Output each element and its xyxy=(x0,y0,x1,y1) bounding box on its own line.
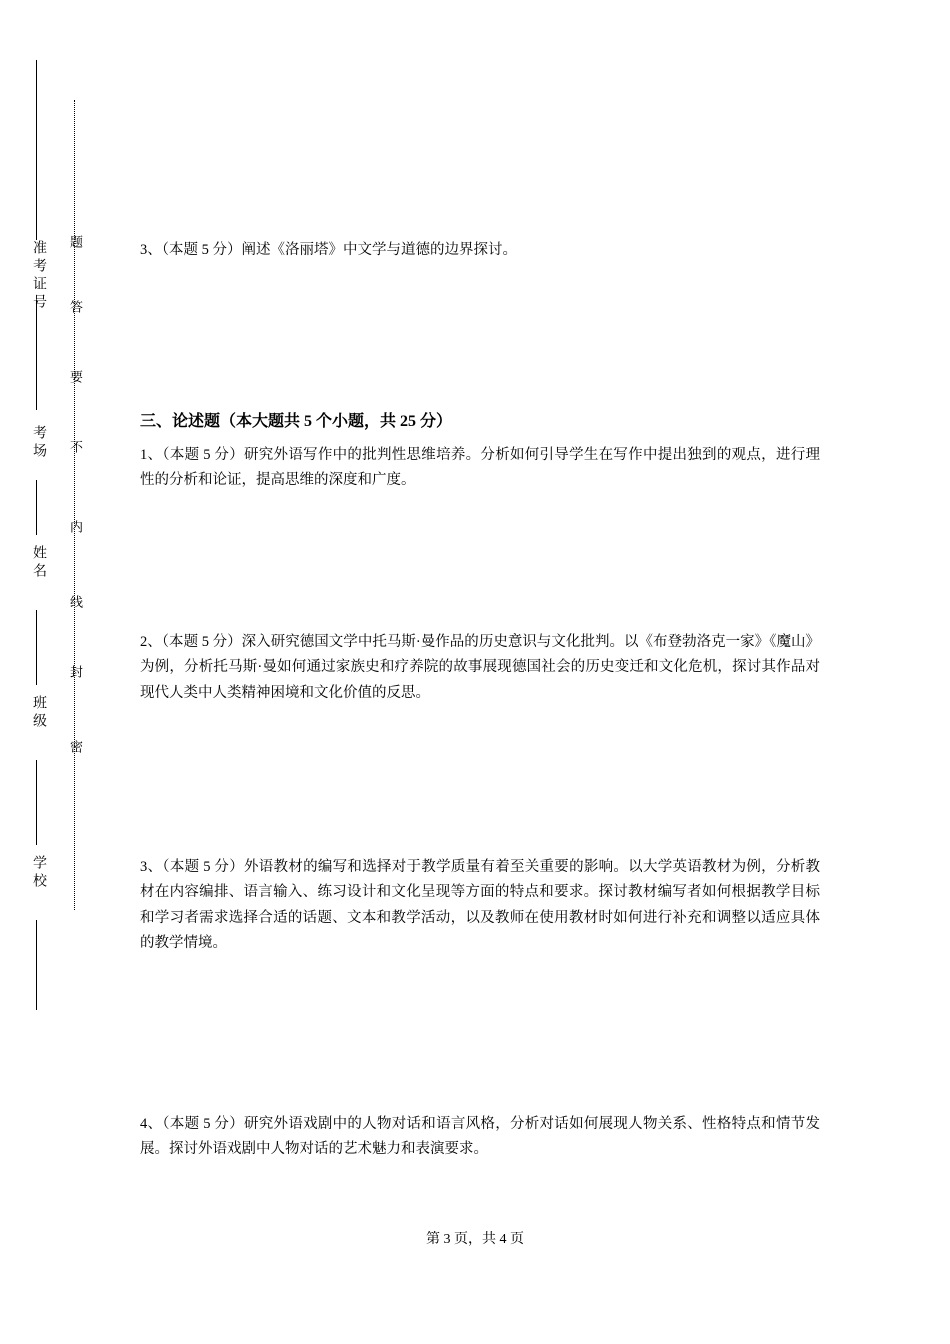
label-school: 学校 xyxy=(31,855,46,891)
seal-rule-segment xyxy=(36,480,37,535)
label-exam-room: 考场 xyxy=(31,425,46,461)
seal-phrase-char: 密 xyxy=(68,740,83,759)
seal-phrase-char: 要 xyxy=(68,370,83,389)
seal-dotted-line xyxy=(74,100,75,910)
sealing-margin xyxy=(0,0,140,1344)
essay-question-2: 2、（本题 5 分）深入研究德国文学中托马斯·曼作品的历史意识与文化批判。以《布登勃洛克一家》《魔山》为例，分析托马斯·曼如何通过家族史和疗养院的故事展现德国社会的历史变迁和文化危机，探讨其作品对现代人类中人类精神困境和文化价值的反思。 xyxy=(140,634,820,701)
essay-question-1: 1、（本题 5 分）研究外语写作中的批判性思维培养。分析如何引导学生在写作中提出独到的观点，进行理性的分析和论证，提高思维的深度和广度。 xyxy=(140,447,820,489)
seal-rule-segment xyxy=(36,60,37,240)
question-2-3: 3、（本题 5 分）阐述《洛丽塔》中文学与道德的边界探讨。 xyxy=(140,242,517,258)
label-admission-number: 准考证号 xyxy=(31,240,46,312)
seal-phrase-char: 不 xyxy=(68,440,83,459)
seal-rule-segment xyxy=(36,610,37,685)
seal-rule-segment xyxy=(36,920,37,1010)
seal-phrase-char: 题 xyxy=(68,235,83,254)
seal-phrase-char: 线 xyxy=(68,595,83,614)
seal-phrase-char: 封 xyxy=(68,665,83,684)
seal-phrase-char: 答 xyxy=(68,300,83,319)
seal-rule-segment xyxy=(36,300,37,410)
section-three-heading: 三、论述题（本大题共 5 个小题，共 25 分） xyxy=(140,413,453,430)
seal-phrase-char: 内 xyxy=(68,520,83,539)
essay-question-4: 4、（本题 5 分）研究外语戏剧中的人物对话和语言风格，分析对话如何展现人物关系、性格特点和情节发展。探讨外语戏剧中人物对话的艺术魅力和表演要求。 xyxy=(140,1116,820,1158)
seal-rule-segment xyxy=(36,760,37,845)
essay-question-3: 3、（本题 5 分）外语教材的编写和选择对于教学质量有着至关重要的影响。以大学英语教材为例，分析教材在内容编排、语言输入、练习设计和文化呈现等方面的特点和要求。探讨教材编写者如何根据教学目标和学习者需求选择合适的话题、文本和教学活动，以及教师在使用教材时如何进行补充和调整以适应具体的教学情境。 xyxy=(140,859,820,952)
label-name: 姓名 xyxy=(31,545,46,581)
page-number: 第 3 页，共 4 页 xyxy=(426,1232,524,1247)
label-class: 班级 xyxy=(31,695,46,731)
